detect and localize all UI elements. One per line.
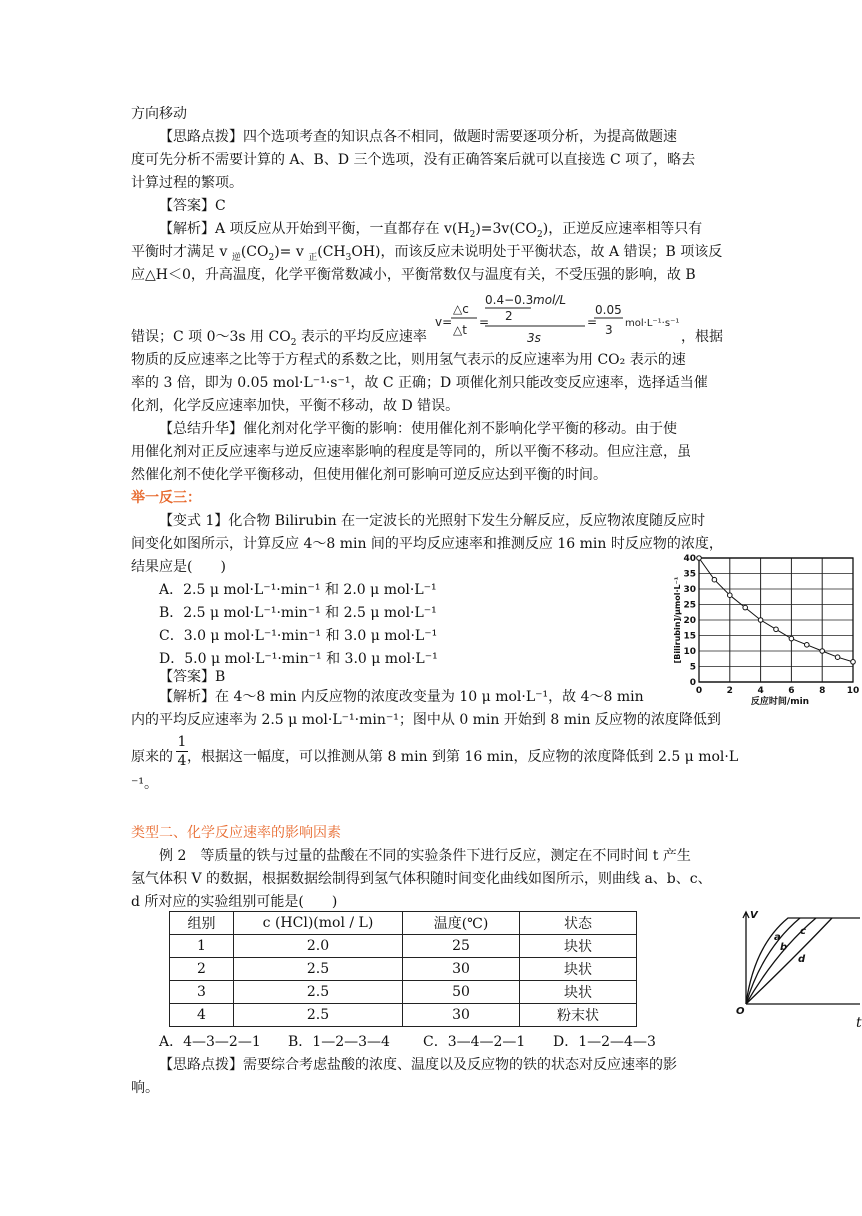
choice-d: D．1—2—4—3	[553, 1034, 656, 1050]
data-point	[743, 605, 748, 610]
data-point	[728, 593, 733, 598]
option-a: A．2.5 μ mol·L⁻¹·min⁻¹ 和 2.0 μ mol·L⁻¹	[159, 582, 437, 598]
table-cell: 2.0	[234, 935, 403, 958]
x-tick-label: 2	[726, 686, 733, 696]
choice-a: A．4—3—2—1	[159, 1034, 261, 1050]
x-axis-label: t	[856, 1015, 862, 1031]
formula-inner-num: 0.4−0.3	[485, 293, 534, 307]
x-axis-label: 反应时间/min	[750, 697, 810, 707]
y-tick-label: 0	[689, 678, 696, 688]
y-tick-label: 20	[683, 616, 696, 626]
table-cell: 块状	[520, 981, 637, 1004]
option-c: C．3.0 μ mol·L⁻¹·min⁻¹ 和 3.0 μ mol·L⁻¹	[159, 628, 438, 644]
x-tick-label: 4	[757, 686, 764, 696]
data-point	[805, 643, 810, 648]
formula-res-den: 3	[605, 323, 613, 337]
question-line: 例 2 等质量的铁与过量的盐酸在不同的实验条件下进行反应，测定在不同时间 t 产生	[159, 848, 691, 864]
variant-line: 间变化如图所示，计算反应 4～8 min 间的平均反应速率和推测反应 16 min 时反应物的浓度，	[131, 536, 723, 552]
table-cell: 粉末状	[520, 1004, 637, 1027]
hint-line: 【思路点拨】需要综合考虑盐酸的浓度、温度以及反应物的铁的状态对反应速率的影	[159, 1057, 677, 1073]
table-cell: 30	[403, 958, 520, 981]
curve-label-d: d	[798, 954, 806, 965]
table-cell: 2	[170, 958, 234, 981]
y-tick-label: 35	[683, 569, 696, 580]
bilirubin-chart	[671, 552, 860, 707]
analysis-line: 物质的反应速率之比等于方程式的系数之比，则用氢气表示的反应速率为用 CO₂ 表示的速	[131, 352, 686, 368]
table-cell: 50	[403, 981, 520, 1004]
table-header: 状态	[520, 912, 637, 935]
question-line: d 所对应的实验组别可能是( )	[131, 894, 338, 910]
y-tick-label: 5	[689, 662, 696, 673]
y-tick-label: 40	[683, 554, 696, 564]
option-b: B．2.5 μ mol·L⁻¹·min⁻¹ 和 2.5 μ mol·L⁻¹	[159, 605, 437, 621]
x-tick-label: 10	[846, 686, 860, 696]
y-tick-label: 30	[683, 585, 696, 595]
table-cell: 2.5	[234, 1004, 403, 1027]
data-point	[697, 556, 702, 561]
table-cell: 2.5	[234, 958, 403, 981]
table-row	[170, 981, 637, 1004]
x-tick-label: 0	[695, 686, 703, 696]
curve-d	[746, 918, 832, 1004]
table-cell: 4	[170, 1004, 234, 1027]
option-d: D．5.0 μ mol·L⁻¹·min⁻¹ 和 3.0 μ mol·L⁻¹	[159, 651, 438, 667]
table-cell: 30	[403, 1004, 520, 1027]
table-header-row	[170, 912, 637, 935]
summary-line: 用催化剂对正反应速率与逆反应速率影响的程度是等同的，所以平衡不移动。但应注意，虽	[131, 444, 691, 460]
formula-res-num: 0.05	[595, 303, 622, 317]
origin-label: O	[736, 1006, 745, 1017]
text-line: 计算过程的繁项。	[131, 175, 243, 191]
curve-label-c: c	[800, 926, 806, 937]
table-row	[170, 958, 637, 981]
y-axis-label: V	[750, 910, 758, 921]
table-cell: 块状	[520, 935, 637, 958]
table-cell: 1	[170, 935, 234, 958]
analysis-line: 【解析】A 项反应从开始到平衡，一直都存在 $v(H_2)=3v(CO_2)$，正逆反应速率相等只有	[159, 221, 703, 240]
experiment-table	[169, 911, 637, 1027]
y-axis-label: [Bilirubin]/μmol·L⁻¹	[673, 576, 682, 664]
formula-unit: mol·L⁻¹·s⁻¹	[625, 318, 680, 329]
y-tick-label: 25	[683, 600, 696, 611]
y-tick-label: 15	[683, 631, 696, 642]
formula-num: △c	[453, 302, 469, 316]
curve-label-b: b	[780, 942, 788, 953]
hint-line: 【思路点拨】四个选项考查的知识点各不相同，做题时需要逐项分析，为提高做题速	[159, 129, 677, 145]
y-tick-label: 10	[683, 647, 696, 657]
choice-b: B．1—2—3—4	[288, 1034, 390, 1050]
data-point	[835, 655, 840, 660]
table-header: 温度(℃)	[403, 912, 520, 935]
table-cell: 2.5	[234, 981, 403, 1004]
analysis-line: 内的平均反应速率为 2.5 μ mol·L⁻¹·min⁻¹；图中从 0 min 开始到 8 min 反应物的浓度降低到	[131, 712, 721, 728]
table-cell: 3	[170, 981, 234, 1004]
analysis-line: 应△H＜0，升高温度，化学平衡常数减小，平衡常数仅与温度有关，不受压强的影响，故 B	[131, 267, 696, 283]
data-point	[789, 636, 794, 641]
hint-line: 响。	[131, 1080, 159, 1096]
formula-den: △t	[453, 323, 467, 337]
table-row	[170, 935, 637, 958]
summary-line: 【总结升华】催化剂对化学平衡的影响：使用催化剂不影响化学平衡的移动。由于使	[159, 421, 677, 437]
table-cell: 25	[403, 935, 520, 958]
answer-line: 【答案】C	[159, 198, 226, 214]
analysis-line: 错误；C 项 0～3s 用 $CO_2$ 表示的平均反应速率	[131, 329, 427, 348]
question-line: 氢气体积 V 的数据，根据数据绘制得到氢气体积随时间变化曲线如图所示，则曲线 a、b、c、	[131, 871, 712, 887]
table-header: 组别	[170, 912, 234, 935]
formula-lead: v=	[435, 315, 453, 329]
curve-label-a: a	[774, 932, 781, 943]
analysis-line: 平衡时才满足 v $_逆(CO_2)= v$ $_正(CH_3OH)$，而该反应未说明处于平衡状态，故 A 错误；B 项该反	[131, 244, 723, 263]
analysis-line: 原来的 ，根据这一幅度，可以推测从第 8 min 到第 16 min，反应物的浓度降低到 2.5 μ mol·L	[131, 749, 739, 765]
data-point	[774, 627, 779, 632]
section-title: 类型二、化学反应速率的影响因素	[131, 825, 341, 841]
table-cell: 块状	[520, 958, 637, 981]
section-tag: 举一反三：	[131, 490, 201, 506]
rate-formula	[435, 290, 685, 348]
table-row	[170, 1004, 637, 1027]
text-line: 方向移动	[131, 106, 187, 122]
formula-inner-den: 3s	[527, 331, 541, 345]
table-header: c (HCl)(mol / L)	[234, 912, 403, 935]
formula-inner-unit: mol/L	[533, 293, 567, 307]
variant-line: 结果应是( )	[131, 559, 226, 575]
analysis-line: 【解析】在 4～8 min 内反应物的浓度改变量为 10 μ mol·L⁻¹，故 4～8 min	[159, 689, 644, 705]
data-point	[851, 660, 856, 665]
data-point	[712, 577, 717, 582]
variant-line: 【变式 1】化合物 Bilirubin 在一定波长的光照射下发生分解反应，反应物浓度随反应时	[159, 513, 706, 529]
choice-c: C．3—4—2—1	[423, 1034, 526, 1050]
x-tick-label: 8	[819, 686, 826, 696]
analysis-line: ⁻¹。	[131, 776, 159, 792]
formula-eq: =	[479, 315, 490, 329]
data-point	[820, 649, 825, 654]
answer-line: 【答案】B	[159, 669, 226, 685]
summary-line: 然催化剂不使化学平衡移动，但使用催化剂可影响可逆反应达到平衡的时间。	[131, 467, 607, 483]
formula-eq: =	[587, 315, 598, 329]
volume-time-figure	[736, 906, 860, 1016]
fraction: $\frac{1}{4}$	[177, 734, 187, 769]
x-tick-label: 6	[788, 686, 795, 696]
data-point	[758, 618, 763, 623]
analysis-line: ，根据	[681, 329, 723, 345]
text-line: 度可先分析不需要计算的 A、B、D 三个选项，没有正确答案后就可以直接选 C 项了，略去	[131, 152, 696, 168]
analysis-line: 率的 3 倍，即为 0.05 mol·L⁻¹·s⁻¹，故 C 正确；D 项催化剂只能改变反应速率，选择适当催	[131, 375, 708, 391]
analysis-line: 化剂，化学反应速率加快，平衡不移动，故 D 错误。	[131, 398, 460, 414]
formula-inner-den-top: 2	[505, 309, 513, 323]
